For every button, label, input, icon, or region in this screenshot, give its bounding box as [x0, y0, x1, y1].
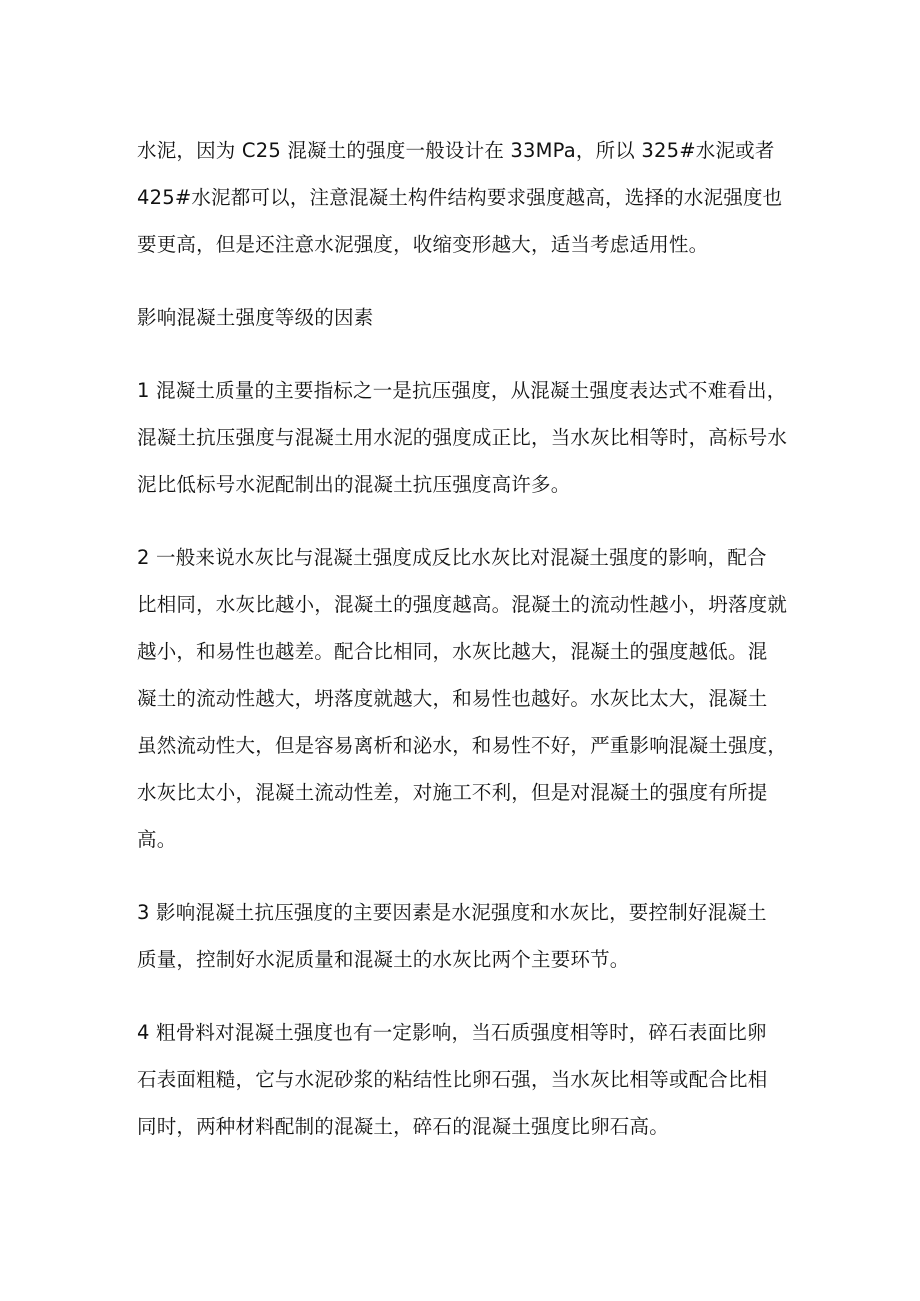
point-2-line-5: 虽然流动性大，但是容易离析和泌水，和易性不好，严重影响混凝土强度，	[137, 734, 788, 757]
point-3-line-2: 质量，控制好水泥质量和混凝土的水灰比两个主要环节。	[137, 948, 630, 971]
point-1-line-3: 泥比低标号水泥配制出的混凝土抗压强度高许多。	[137, 473, 571, 496]
point-1-line-1: 1 混凝土质量的主要指标之一是抗压强度，从混凝土强度表达式不难看出，	[137, 379, 787, 402]
point-2-line-7: 高。	[137, 828, 177, 851]
intro-line-1: 水泥，因为 C25 混凝土的强度一般设计在 33MPa，所以 325#水泥或者	[137, 139, 775, 162]
point-4-line-3: 同时，两种材料配制的混凝土，碎石的混凝土强度比卵石高。	[137, 1115, 669, 1138]
point-4-line-1: 4 粗骨料对混凝土强度也有一定影响，当石质强度相等时，碎石表面比卵	[137, 1021, 767, 1044]
intro-line-2: 425#水泥都可以，注意混凝土构件结构要求强度越高，选择的水泥强度也	[137, 186, 783, 209]
point-1-line-2: 混凝土抗压强度与混凝土用水泥的强度成正比，当水灰比相等时，高标号水	[137, 426, 788, 449]
section-heading: 影响混凝土强度等级的因素	[137, 306, 374, 329]
intro-line-3: 要更高，但是还注意水泥强度，收缩变形越大，适当考虑适用性。	[137, 233, 709, 256]
point-2-line-3: 越小，和易性也越差。配合比相同，水灰比越大，混凝土的强度越低。混	[137, 640, 768, 663]
point-2-line-4: 凝土的流动性越大，坍落度就越大，和易性也越好。水灰比太大，混凝土	[137, 687, 768, 710]
point-4-line-2: 石表面粗糙，它与水泥砂浆的粘结性比卵石强，当水灰比相等或配合比相	[137, 1068, 768, 1091]
point-2-line-6: 水灰比太小，混凝土流动性差，对施工不利，但是对混凝土的强度有所提	[137, 781, 768, 804]
point-3-line-1: 3 影响混凝土抗压强度的主要因素是水泥强度和水灰比，要控制好混凝土	[137, 901, 767, 924]
point-2-line-1: 2 一般来说水灰比与混凝土强度成反比水灰比对混凝土强度的影响，配合	[137, 546, 767, 569]
point-2-line-2: 比相同，水灰比越小，混凝土的强度越高。混凝土的流动性越小，坍落度就	[137, 593, 788, 616]
